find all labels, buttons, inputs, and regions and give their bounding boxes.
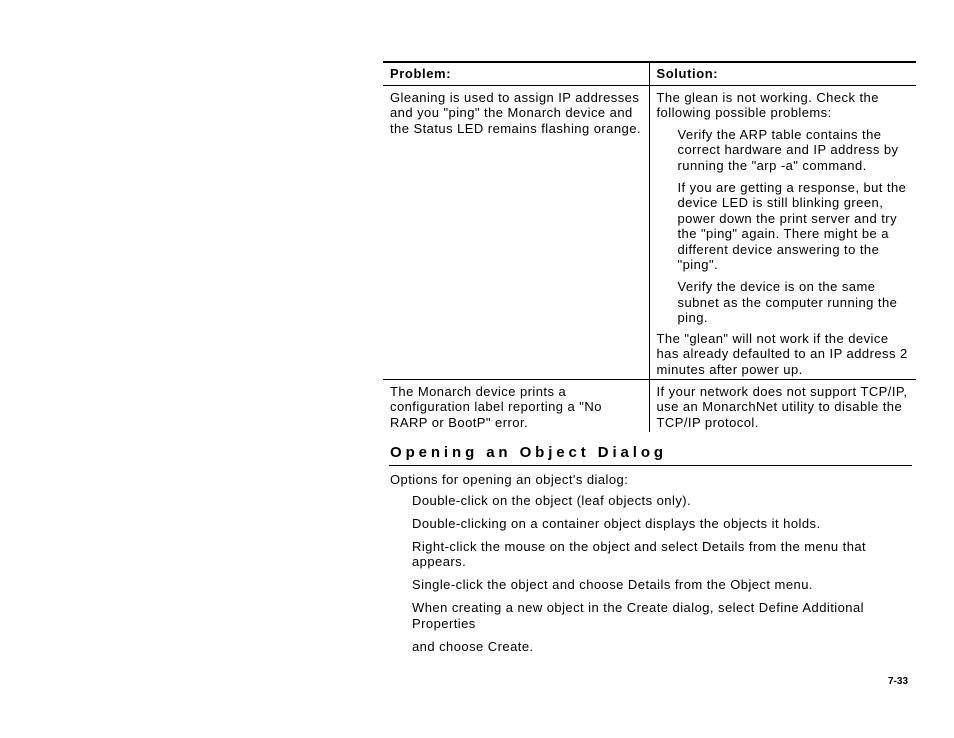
list-item: Single-click the object and choose Details from the Object menu. — [412, 577, 813, 593]
solution-step: Verify the ARP table contains the correct hardware and IP address by running the "arp -a" command. — [677, 126, 899, 173]
solution-column-header: Solution: — [656, 66, 719, 81]
page-number: 7-33 — [888, 676, 909, 687]
list-item: and choose Create. — [412, 638, 534, 654]
problem-cell: The Monarch device prints a configuration label reporting a "No RARP or BootP" error. — [383, 379, 649, 432]
list-item: When creating a new object in the Create dialog, select Define Additional Properties — [412, 600, 864, 631]
table-header-row — [383, 62, 916, 86]
section-divider — [389, 465, 912, 466]
solution-cell: If your network does not support TCP/IP, use an MonarchNet utility to disable the TCP/IP protocol. — [656, 383, 908, 430]
troubleshooting-table — [383, 61, 916, 432]
table-row — [383, 86, 916, 380]
solution-intro: The glean is not working. Check the following possible problems: — [656, 90, 879, 121]
table-row — [383, 379, 916, 432]
section-heading: Opening an Object Dialog — [390, 444, 667, 461]
problem-column-header: Problem: — [383, 62, 649, 86]
solution-note: The "glean" will not work if the device has already defaulted to an IP address 2 minutes after power up. — [656, 330, 908, 377]
problem-cell: Gleaning is used to assign IP addresses and you "ping" the Monarch device and the Status LED remains flashing orange. — [383, 86, 649, 380]
options-list — [412, 493, 912, 662]
section-intro: Options for opening an object's dialog: — [390, 472, 629, 487]
list-item: Double-click on the object (leaf objects only). — [412, 493, 692, 508]
list-item: Right-click the mouse on the object and select Details from the menu that appears. — [412, 539, 867, 570]
solution-step: Verify the device is on the same subnet as the computer running the ping. — [677, 279, 898, 326]
solution-cell — [649, 86, 916, 380]
solution-step: If you are getting a response, but the device LED is still blinking green, power down the print server and try the "ping" again. There might be a different device answering to the "ping". — [677, 180, 907, 273]
list-item: Double-clicking on a container object displays the objects it holds. — [412, 516, 821, 531]
